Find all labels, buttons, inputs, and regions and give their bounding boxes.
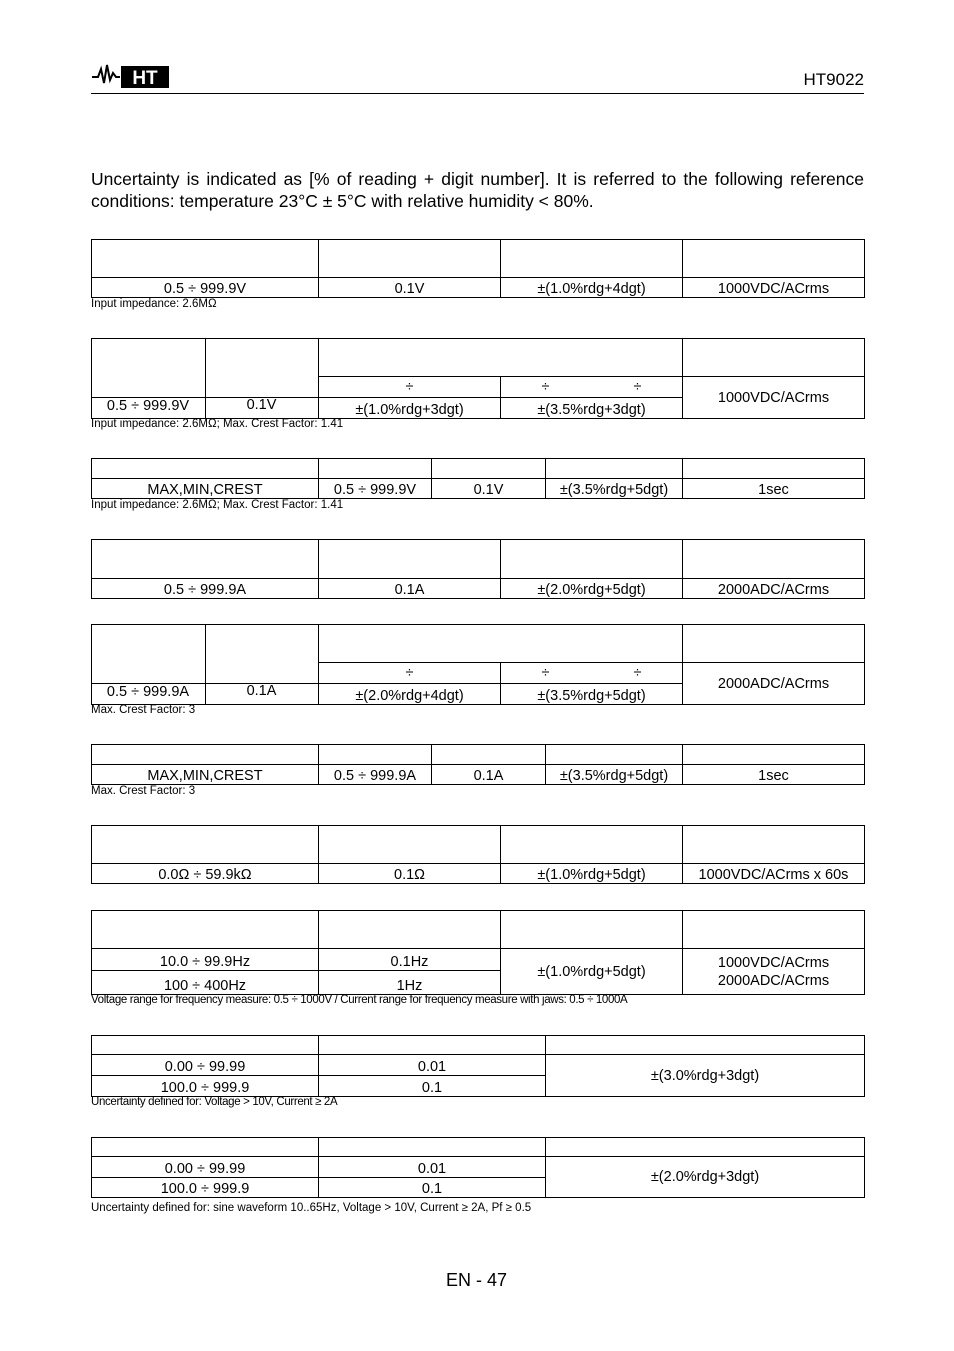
page-number: EN - 47 (446, 1270, 508, 1290)
range-cell: 0.0Ω ÷ 59.9kΩ (92, 864, 319, 884)
range-cell: 0.5 ÷ 999.9A (319, 765, 432, 785)
divide-sign: ÷ (405, 379, 414, 395)
header-cell (683, 240, 865, 278)
header-cell (546, 459, 683, 479)
protection-header-cell (683, 339, 865, 377)
header-cell (319, 745, 432, 765)
header-cell (501, 240, 683, 278)
freq-band-2-cell (501, 377, 683, 398)
header-cell (92, 540, 319, 579)
freq-band-2-cell (501, 663, 683, 684)
header-cell (546, 745, 683, 765)
protection-cell: 1000VDC/ACrms (683, 377, 865, 419)
range-cell: 100 ÷ 400Hz (92, 971, 319, 995)
uncertainty-cell: ±(2.0%rdg+3dgt) (546, 1157, 865, 1198)
power-2-note: Uncertainty defined for: sine waveform 10..65Hz, Voltage > 10V, Current ≥ 2A, Pf ≥ 0.5 (91, 1202, 532, 1214)
protection-cell (683, 949, 865, 995)
uncertainty-cell: ±(1.0%rdg+5dgt) (501, 864, 683, 884)
header-cell (92, 826, 319, 864)
row-divider (91, 397, 318, 398)
dc-voltage-note: Input impedance: 2.6MΩ (91, 298, 217, 310)
power-table-2 (91, 1137, 865, 1198)
uncertainty-header-cell (319, 625, 683, 663)
header-cell (319, 240, 501, 278)
current-maxmin-table (91, 744, 865, 785)
resolution-cell: 0.1A (432, 765, 546, 785)
uncertainty-1-cell: ±(1.0%rdg+3dgt) (319, 398, 501, 419)
header-cell (92, 240, 319, 278)
range-cell: 100.0 ÷ 999.9 (92, 1178, 319, 1198)
header-cell (501, 826, 683, 864)
range-cell: 0.5 ÷ 999.9A (92, 579, 319, 599)
response-time-cell: 1sec (683, 479, 865, 499)
range-cell: 0.5 ÷ 999.9V (92, 278, 319, 298)
freq-band-1-cell (319, 663, 501, 684)
divide-sign: ÷ (405, 665, 414, 681)
header-cell (92, 1036, 319, 1055)
divide-sign: ÷ (633, 665, 642, 681)
header-cell (319, 459, 432, 479)
header-cell (683, 540, 865, 579)
header-cell (501, 911, 683, 949)
header-cell (683, 459, 865, 479)
range-cell: 0.00 ÷ 99.99 (92, 1157, 319, 1178)
protection-cell: 2000ADC/ACrms (683, 663, 865, 705)
voltage-maxmin-table (91, 458, 865, 499)
protection-current: 2000ADC/ACrms (717, 972, 830, 989)
header-cell (319, 540, 501, 579)
protection-voltage: 1000VDC/ACrms (717, 954, 830, 971)
ac-current-note: Max. Crest Factor: 3 (91, 704, 196, 716)
frequency-table (91, 910, 865, 995)
header-cell (319, 826, 501, 864)
resolution-cell: 0.1 (319, 1178, 546, 1198)
logo-brand-text: HT (132, 68, 158, 89)
header-cell (546, 1036, 865, 1055)
header-cell (319, 1138, 546, 1157)
resolution-cell: 0.1V (319, 278, 501, 298)
uncertainty-cell: ±(3.5%rdg+5dgt) (546, 765, 683, 785)
power-table-1 (91, 1035, 865, 1097)
resolution-cell: 0.1Hz (319, 949, 501, 971)
uncertainty-cell: ±(1.0%rdg+5dgt) (501, 949, 683, 995)
resolution-cell: 0.1V (246, 397, 277, 413)
voltage-maxmin-note: Input impedance: 2.6MΩ; Max. Crest Factor: 1.41 (91, 499, 344, 511)
protection-cell: 2000ADC/ACrms (683, 579, 865, 599)
protection-header-cell (683, 625, 865, 663)
divide-sign: ÷ (633, 379, 642, 395)
range-cell: 100.0 ÷ 999.9 (92, 1076, 319, 1097)
dc-voltage-table (91, 239, 865, 298)
function-cell: MAX,MIN,CREST (92, 479, 319, 499)
header-cell (92, 911, 319, 949)
uncertainty-2-cell: ±(3.5%rdg+5dgt) (501, 684, 683, 705)
range-cell: 10.0 ÷ 99.9Hz (92, 949, 319, 971)
uncertainty-cell: ±(3.0%rdg+3dgt) (546, 1055, 865, 1097)
freq-band-1-cell (319, 377, 501, 398)
resistance-table (91, 825, 865, 884)
resolution-cell: 0.1A (246, 683, 277, 699)
header-cell (319, 1036, 546, 1055)
header-cell (501, 540, 683, 579)
power-1-note: Uncertainty defined for: Voltage > 10V, Current ≥ 2A (91, 1096, 338, 1108)
uncertainty-2-cell: ±(3.5%rdg+3dgt) (501, 398, 683, 419)
response-time-cell: 1sec (683, 765, 865, 785)
range-cell: 0.5 ÷ 999.9V (106, 398, 190, 414)
header-cell (432, 745, 546, 765)
ht-logo (92, 60, 172, 90)
header-cell (92, 459, 319, 479)
resolution-cell: 0.1 (319, 1076, 546, 1097)
range-cell: 0.00 ÷ 99.99 (92, 1055, 319, 1076)
frequency-note: Voltage range for frequency measure: 0.5 ÷ 1000V / Current range for frequency measure with jaws: 0.5 ÷ 1000A (91, 994, 628, 1006)
dc-current-table (91, 539, 865, 599)
intro-paragraph: Uncertainty is indicated as [% of reading + digit number]. It is referred to the following reference conditions: temperature 23°C ± 5°C with relative humidity < 80%. (91, 169, 864, 211)
uncertainty-cell: ±(3.5%rdg+5dgt) (546, 479, 683, 499)
header-cell (92, 745, 319, 765)
divide-sign: ÷ (541, 665, 550, 681)
uncertainty-1-cell: ±(2.0%rdg+4dgt) (319, 684, 501, 705)
header-cell (546, 1138, 865, 1157)
header-cell (319, 911, 501, 949)
resolution-cell: 0.1A (319, 579, 501, 599)
header-cell (432, 459, 546, 479)
ac-voltage-note: Input impedance: 2.6MΩ; Max. Crest Factor: 1.41 (91, 418, 344, 430)
uncertainty-cell: ±(1.0%rdg+4dgt) (501, 278, 683, 298)
uncertainty-header-cell (319, 339, 683, 377)
header-cell (683, 826, 865, 864)
header-cell (92, 1138, 319, 1157)
header-divider (91, 93, 864, 94)
range-cell: 0.5 ÷ 999.9V (319, 479, 432, 499)
header-cell (683, 911, 865, 949)
header-cell (683, 745, 865, 765)
function-cell: MAX,MIN,CREST (92, 765, 319, 785)
row-divider (91, 683, 318, 684)
protection-cell: 1000VDC/ACrms x 60s (683, 864, 865, 884)
resolution-cell: 0.1V (432, 479, 546, 499)
divide-sign: ÷ (541, 379, 550, 395)
uncertainty-cell: ±(2.0%rdg+5dgt) (501, 579, 683, 599)
resolution-cell: 0.1Ω (319, 864, 501, 884)
resolution-cell: 0.01 (319, 1055, 546, 1076)
protection-cell: 1000VDC/ACrms (683, 278, 865, 298)
model-name: HT9022 (803, 70, 864, 89)
range-cell: 0.5 ÷ 999.9A (106, 684, 190, 700)
current-maxmin-note: Max. Crest Factor: 3 (91, 785, 196, 797)
resolution-cell: 1Hz (319, 971, 501, 995)
resolution-cell: 0.01 (319, 1157, 546, 1178)
